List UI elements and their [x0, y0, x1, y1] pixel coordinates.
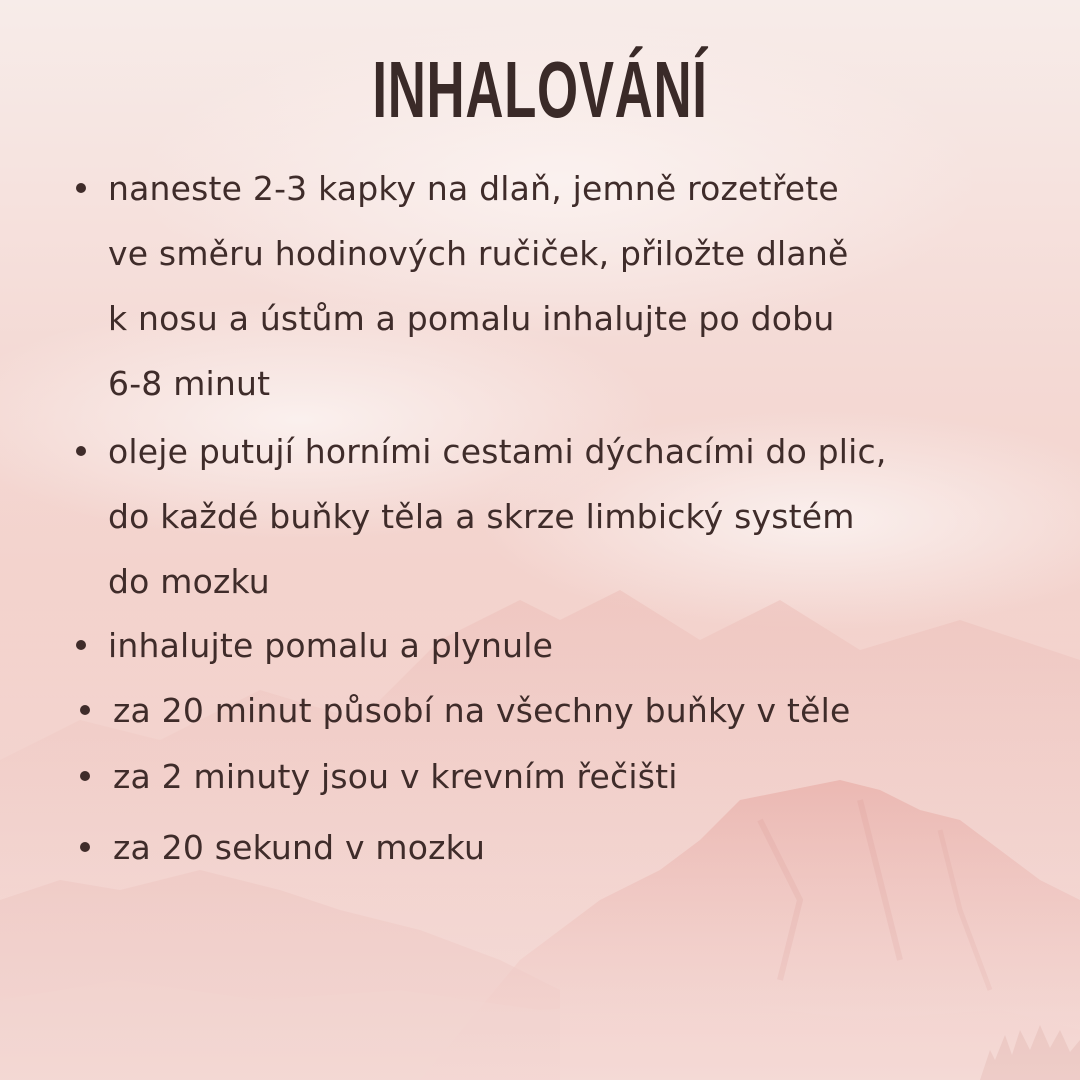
bullet-dot	[80, 705, 90, 715]
list-item	[113, 678, 850, 743]
bullet-dot	[80, 771, 90, 781]
list-item-text: za 20 sekund v mozku	[113, 828, 486, 867]
bullet-dot	[80, 842, 90, 852]
list-item	[113, 744, 678, 809]
list-item-text: naneste 2-3 kapky na dlaň, jemně rozetřete ve směru hodinových ručiček, přiložte dlaně k nosu a ústům a pomalu inhalujte po dobu 6-8 minut	[108, 169, 849, 403]
list-item	[108, 156, 848, 416]
list-item	[113, 815, 485, 880]
list-item-text: za 20 minut působí na všechny buňky v těle	[113, 691, 851, 730]
bullet-dot	[76, 640, 86, 650]
bullet-dot	[76, 446, 86, 456]
page-title: INHALOVÁNÍ	[372, 45, 708, 134]
bullet-dot	[76, 183, 86, 193]
list-item-text: inhalujte pomalu a plynule	[108, 626, 554, 665]
list-item	[108, 419, 887, 614]
list-item-text: za 2 minuty jsou v krevním řečišti	[113, 757, 678, 796]
list-item	[108, 613, 553, 678]
list-item-text: oleje putují horními cestami dýchacími do plic, do každé buňky těla a skrze limbický systém do mozku	[108, 432, 887, 601]
